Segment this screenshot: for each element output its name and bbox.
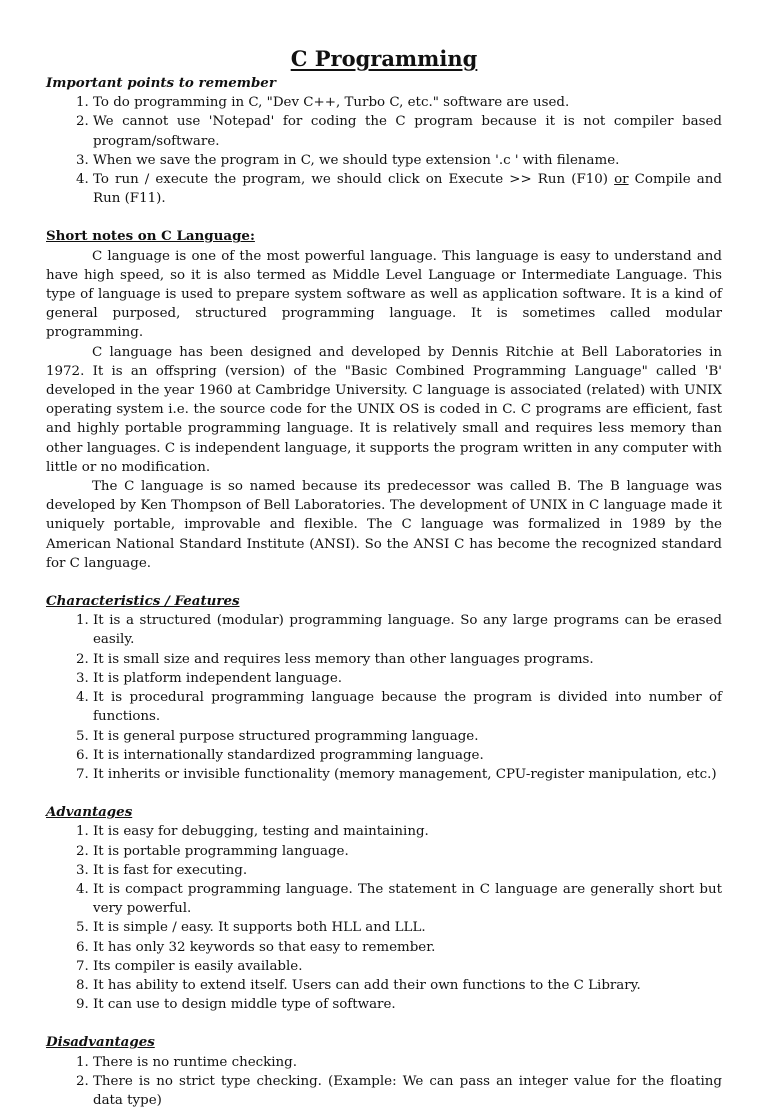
list-item: 1. It is easy for debugging, testing and maintaining. (93, 822, 722, 841)
item-text-end: Compile and Run (F11). (93, 172, 722, 207)
list-item: 2. We cannot use 'Notepad' for coding the C program because it is not compiler based program/software. (93, 112, 722, 150)
paragraph: The C language is so named because its predecessor was called B. The B language was developed by Ken Thompson of Bell Laboratories. The development of UNIX in C language made it uniquely portable, improvable and flexible. The C language was formalized in 1989 by the American National Standard Institute (ANSI). So the ANSI C has become the recognized standard for C language. (46, 479, 722, 571)
or-word: or (614, 172, 629, 188)
important-points-list (46, 93, 722, 208)
characteristics-list (46, 611, 722, 784)
important-points-heading: Important points to remember (46, 75, 276, 91)
short-notes-heading: Short notes on C Language: (46, 228, 255, 245)
list-item: 6. It has only 32 keywords so that easy to remember. (93, 938, 722, 957)
list-item: 5. It is simple / easy. It supports both HLL and LLL. (93, 918, 722, 937)
list-item: 3. When we save the program in C, we should type extension '.c ' with filename. (93, 151, 722, 170)
characteristics-heading: Characteristics / Features (46, 593, 240, 610)
list-item: 1. To do programming in C, "Dev C++, Turbo C, etc." software are used. (93, 93, 722, 112)
item-text-start: To run / execute the program, we should click on Execute >> Run (F10) (93, 172, 615, 188)
list-item: 1. There is no runtime checking. (93, 1053, 722, 1072)
list-item: 7. Its compiler is easily available. (93, 957, 722, 976)
list-item: 4. It is compact programming language. The statement in C language are generally short but very powerful. (93, 880, 722, 918)
advantages-list (46, 822, 722, 1014)
paragraph: C language is one of the most powerful language. This language is easy to understand and have high speed, so it is also termed as Middle Level Language or Intermediate Language. This type of language is used to prepare system software as well as application software. It is a kind of general purposed, structured programming language. It is sometimes called modular programming. (46, 248, 722, 341)
page-title: C Programming (290, 46, 478, 71)
paragraph: C language has been designed and developed by Dennis Ritchie at Bell Laboratories in 1972. It is an offspring (version) of the "Basic Combined Programming Language" called 'B' developed in the year 1960 at Cambridge University. C language is associated (related) with UNIX operating system i.e. the source code for the UNIX OS is coded in C. C programs are efficient, fast and highly portable programming language. It is relatively small and requires less memory than other languages. C is independent language, it supports the program written in any computer with little or no modification. (46, 344, 722, 475)
list-item: 4. It is procedural programming language because the program is divided into number of functions. (93, 688, 722, 726)
disadvantages-list (46, 1053, 722, 1110)
list-item: 7. It inherits or invisible functionality (memory management, CPU-register manipulation, etc.) (93, 765, 722, 784)
list-item: 2. It is small size and requires less memory than other languages programs. (93, 650, 722, 669)
list-item: 5. It is general purpose structured programming language. (93, 727, 722, 746)
list-item: 6. It is internationally standardized programming language. (93, 746, 722, 765)
list-item: 3. It is fast for executing. (93, 861, 722, 880)
list-item (93, 170, 722, 208)
disadvantages-heading: Disadvantages (46, 1034, 155, 1051)
list-item: 3. It is platform independent language. (93, 669, 722, 688)
list-item: 1. It is a structured (modular) programming language. So any large programs can be erased easily. (93, 611, 722, 649)
list-item: 9. It can use to design middle type of software. (93, 995, 722, 1014)
list-item: 8. It has ability to extend itself. Users can add their own functions to the C Library. (93, 976, 722, 995)
advantages-heading: Advantages (46, 804, 133, 821)
list-item: 2. There is no strict type checking. (Example: We can pass an integer value for the floating data type) (93, 1072, 722, 1110)
list-item: 2. It is portable programming language. (93, 842, 722, 861)
